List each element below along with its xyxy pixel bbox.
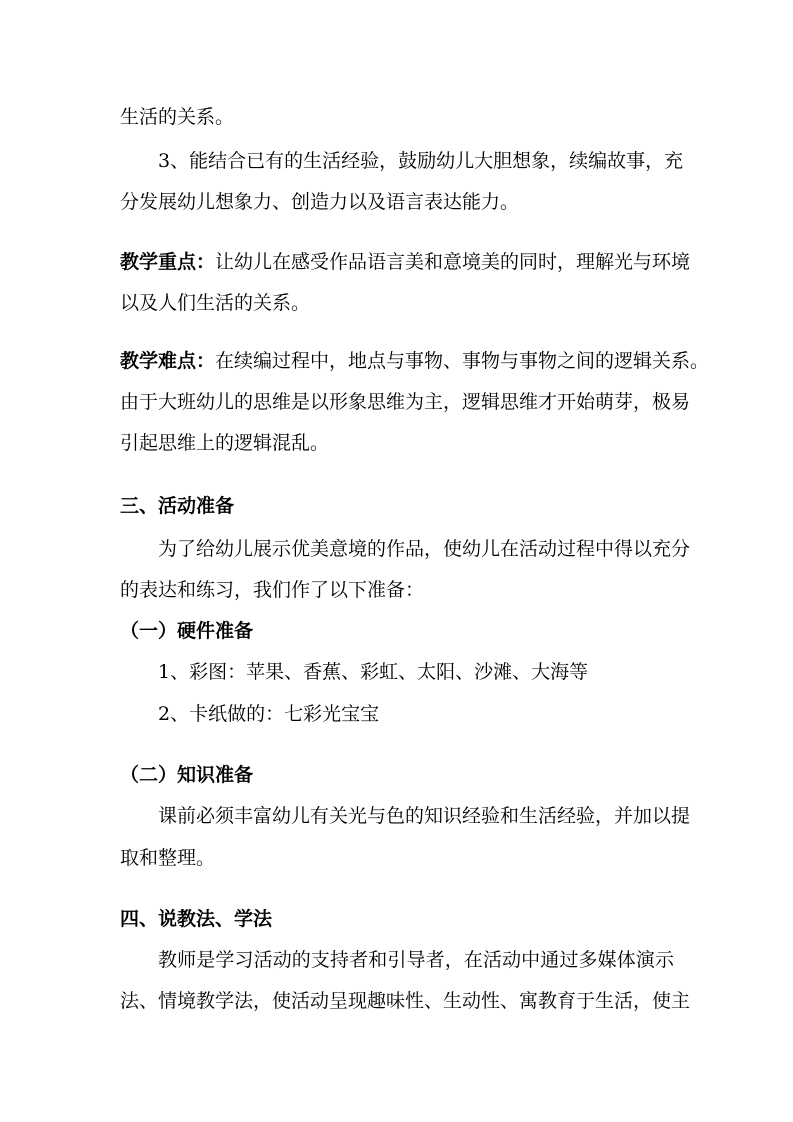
text-line: 由于大班幼儿的思维是以形象思维为主，逻辑思维才开始萌芽，极易 bbox=[120, 391, 691, 413]
text-line: 以及人们生活的关系。 bbox=[120, 292, 311, 314]
text-line: 为了给幼儿展示优美意境的作品，使幼儿在活动过程中得以充分 bbox=[158, 538, 691, 560]
text-line: 生活的关系。 bbox=[120, 106, 235, 128]
subsection-heading: （二）知识准备 bbox=[120, 764, 254, 786]
text-line: 引起思维上的逻辑混乱。 bbox=[120, 432, 330, 454]
text-line: 分发展幼儿想象力、创造力以及语言表达能力。 bbox=[120, 191, 520, 213]
section-heading: 三、活动准备 bbox=[120, 495, 235, 517]
difficulty-label: 教学难点： bbox=[120, 350, 216, 372]
subsection-heading: （一）硬件准备 bbox=[120, 620, 254, 642]
list-item: 1、彩图：苹果、香蕉、彩虹、太阳、沙滩、大海等 bbox=[158, 661, 589, 683]
difficulty-text: 在续编过程中，地点与事物、事物与事物之间的逻辑关系。 bbox=[215, 350, 710, 372]
difficulty-line bbox=[120, 348, 710, 374]
key-point-label: 教学重点： bbox=[120, 251, 216, 273]
text-line: 3、能结合已有的生活经验，鼓励幼儿大胆想象，续编故事，充 bbox=[158, 150, 684, 172]
text-line: 法、情境教学法，使活动呈现趣味性、生动性、寓教育于生活，使主 bbox=[120, 990, 691, 1012]
text-line: 课前必须丰富幼儿有关光与色的知识经验和生活经验，并加以提 bbox=[158, 805, 691, 827]
section-heading: 四、说教法、学法 bbox=[120, 908, 273, 930]
text-line: 的表达和练习，我们作了以下准备： bbox=[120, 579, 425, 601]
list-item: 2、卡纸做的：七彩光宝宝 bbox=[158, 703, 380, 725]
text-line: 取和整理。 bbox=[120, 847, 216, 869]
key-point-text: 让幼儿在感受作品语言美和意境美的同时，理解光与环境 bbox=[215, 251, 691, 273]
text-line: 教师是学习活动的支持者和引导者，在活动中通过多媒体演示 bbox=[158, 949, 674, 971]
key-point-line bbox=[120, 249, 691, 275]
